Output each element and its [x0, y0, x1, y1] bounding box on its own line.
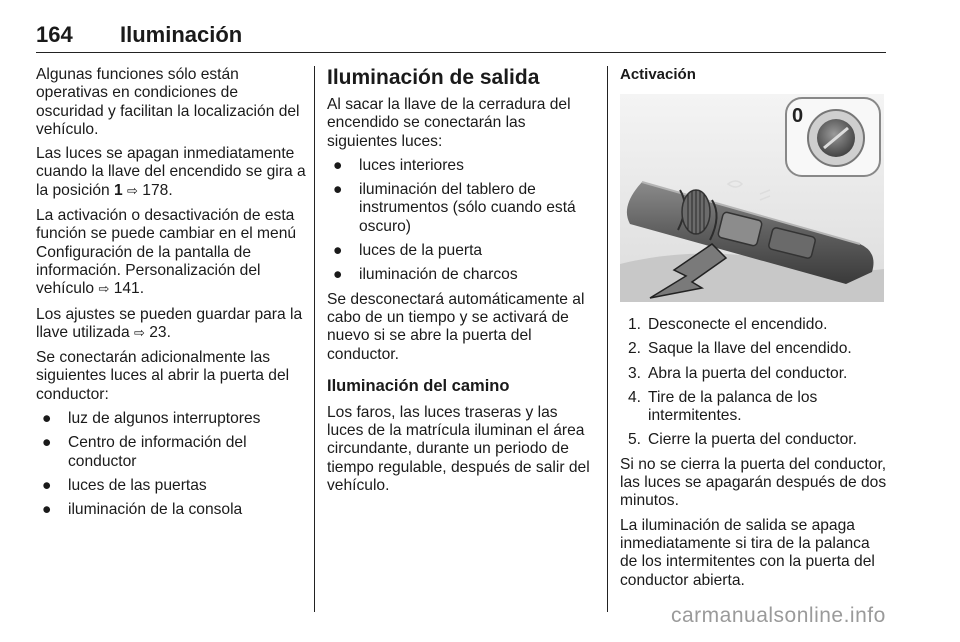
- list-item: [327, 266, 595, 284]
- chapter-title: Iluminación: [120, 22, 243, 47]
- bullet-icon: ●: [333, 181, 343, 199]
- paragraph: Al sacar la llave de la cerradura del encendido se conectarán las siguientes luces:: [327, 96, 571, 150]
- paragraph-text: Los ajustes se pueden guardar para la llave utilizada: [36, 305, 303, 341]
- column-3: [620, 66, 890, 596]
- subsection-heading: Activación: [620, 66, 696, 83]
- list-item-text: Centro de información del conductor: [68, 434, 247, 470]
- turn-signal-lever-illustration: [620, 94, 884, 302]
- step-number: 3.: [628, 364, 642, 382]
- bullet-list: [327, 157, 595, 285]
- page-reference[interactable]: 178.: [142, 181, 173, 199]
- list-item-text: luces interiores: [359, 156, 464, 174]
- watermark-text: carmanualsonline.info: [671, 604, 886, 627]
- bullet-icon: ●: [42, 476, 52, 494]
- list-item: [36, 434, 306, 471]
- column-divider: [607, 66, 608, 612]
- paragraph-text: Las luces se apagan inmediatamente cuando la llave del encendido se gira a la posición: [36, 145, 306, 199]
- page-number: 164: [36, 22, 73, 47]
- page-reference[interactable]: 141.: [113, 280, 145, 298]
- step-text: Saque la llave del encendido.: [648, 340, 852, 358]
- paragraph: Si no se cierra la puerta del conductor, las luces se apagarán después de dos minutos.: [620, 455, 887, 510]
- bullet-icon: ●: [333, 156, 343, 174]
- paragraph: La iluminación de salida se apaga inmediatamente si tira de la palanca de los intermitentes con la puerta del conductor abierta.: [620, 516, 875, 589]
- list-item: [327, 157, 595, 175]
- numbered-steps: [620, 316, 890, 450]
- step-text: Tire de la palanca de los intermitentes.: [648, 388, 818, 425]
- bullet-icon: ●: [42, 501, 52, 519]
- step-text: Abra la puerta del conductor.: [648, 364, 848, 382]
- page-header: [36, 22, 886, 53]
- column-divider: [314, 66, 315, 612]
- paragraph: [36, 207, 306, 299]
- step-number: 4.: [628, 388, 642, 406]
- column-2: [327, 66, 595, 501]
- list-item: [36, 410, 306, 428]
- step-number: 1.: [628, 316, 642, 333]
- paragraph: Se desconectará automáticamente al cabo de un tiempo y se activará de nuevo si se abre la puerta del conductor.: [327, 290, 585, 363]
- step-item: [620, 431, 890, 449]
- list-item-text: iluminación de la consola: [68, 501, 243, 519]
- position-number: 1: [114, 181, 123, 199]
- paragraph-text: La activación o desactivación de esta función se puede cambiar en el menú Configuración de la pantalla de información. Personalización del vehículo: [36, 207, 297, 298]
- paragraph: Se conectarán adicionalmente las siguientes luces al abrir la puerta del conductor:: [36, 349, 290, 403]
- step-text: Desconecte el encendido.: [648, 316, 828, 333]
- list-item-text: iluminación de charcos: [359, 266, 518, 284]
- page-reference[interactable]: 23.: [149, 323, 171, 341]
- ignition-position-label: 0: [792, 105, 804, 127]
- list-item-text: iluminación del tablero de instrumentos (sólo cuando está oscuro): [359, 181, 576, 235]
- list-item: [327, 181, 595, 236]
- section-heading: Iluminación de salida: [327, 66, 540, 89]
- step-item: [620, 316, 890, 334]
- bullet-icon: ●: [42, 434, 52, 452]
- arrow-ref-icon: ⇨: [127, 183, 138, 199]
- bullet-list: [36, 410, 306, 519]
- list-item-text: luces de las puertas: [68, 476, 207, 494]
- arrow-ref-icon: ⇨: [98, 282, 110, 298]
- list-item-text: luces de la puerta: [359, 242, 483, 260]
- paragraph: Los faros, las luces traseras y las luces de la matrícula iluminan el área circundante, durante un periodo de tiempo regulable, después de salir del vehículo.: [327, 403, 590, 495]
- paragraph: [36, 306, 306, 344]
- list-item: [327, 242, 595, 260]
- list-item: [36, 477, 306, 495]
- step-number: 2.: [628, 340, 642, 358]
- step-item: [620, 340, 890, 358]
- subsection-heading: Iluminación del camino: [327, 376, 510, 395]
- paragraph: [36, 145, 306, 201]
- arrow-ref-icon: ⇨: [133, 325, 145, 341]
- paragraph: Algunas funciones sólo están operativas en condiciones de oscuridad y facilitan la localización del vehículo.: [36, 66, 300, 138]
- step-number: 5.: [628, 431, 642, 449]
- bullet-icon: ●: [333, 266, 343, 284]
- bullet-icon: ●: [42, 410, 52, 428]
- step-item: [620, 365, 890, 383]
- column-1: [36, 66, 306, 526]
- lever-illustration-svg: [620, 94, 884, 302]
- list-item: [36, 501, 306, 519]
- step-text: Cierre la puerta del conductor.: [648, 431, 857, 449]
- bullet-icon: ●: [333, 242, 343, 260]
- list-item-text: luz de algunos interruptores: [68, 410, 261, 428]
- step-item: [620, 389, 890, 426]
